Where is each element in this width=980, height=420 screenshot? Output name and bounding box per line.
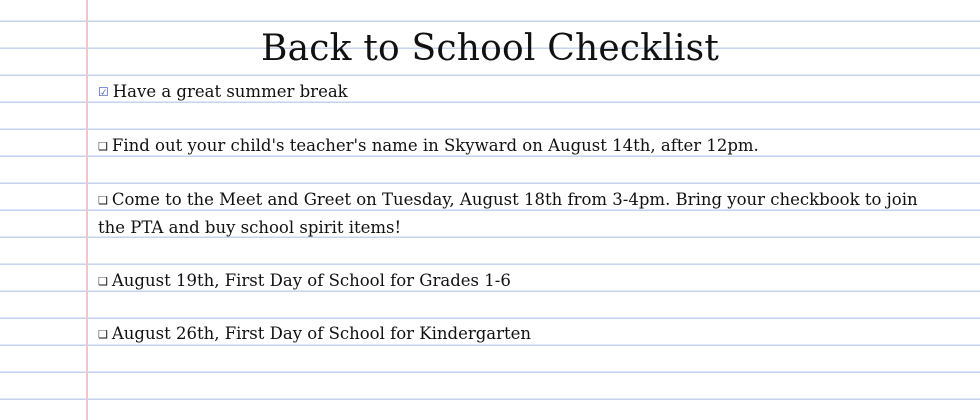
checklist-item-text: August 26th, First Day of School for Kindergarten [111,324,532,343]
checklist-item-text: Come to the Meet and Greet on Tuesday, August 18th from 3-4pm. Bring your checkbook to join the PTA and buy school spirit items! [98,190,918,237]
checkbox-icon: ❑ [98,194,108,207]
checklist-item [98,78,928,106]
checklist-item [98,320,928,348]
checklist-item-text: Find out your child's teacher's name in Skyward on August 14th, after 12pm. [111,136,759,155]
checkbox-icon: ❑ [98,140,108,153]
checklist-item [98,186,928,241]
checked-box-icon: ☑ [98,85,109,99]
page-title: Back to School Checklist [260,28,720,69]
checklist-item-text: Have a great summer break [112,82,348,101]
checklist-item [98,132,928,160]
checklist-item [98,267,928,295]
checkbox-icon: ❑ [98,275,108,288]
checkbox-icon: ❑ [98,328,108,341]
checklist-item-text: August 19th, First Day of School for Grades 1-6 [111,271,511,290]
